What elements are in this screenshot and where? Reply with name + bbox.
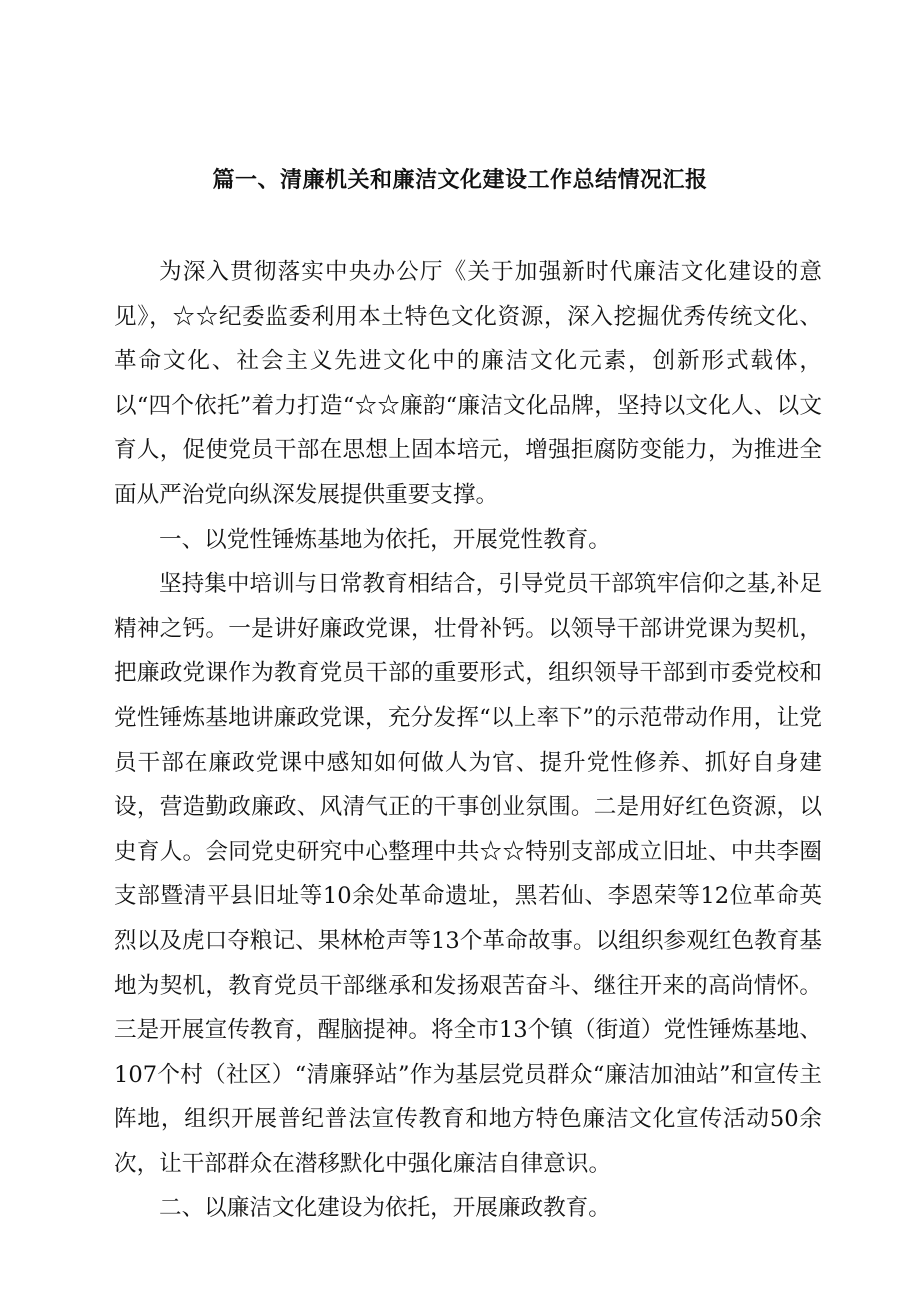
- section-heading-1: 一、以党性锤炼基地为依托，开展党性教育。: [159, 526, 611, 553]
- intro-paragraph: 为深入贯彻落实中央办公厅《关于加强新时代廉洁文化建设的意见》，☆☆纪委监委利用本土特色文化资源，深入挖掘优秀传统文化、革命文化、社会主义先进文化中的廉洁文化元素，创新形式载体，以“四个依托”着力打造“☆☆廉韵“廉洁文化品牌，坚持以文化人、以文育人，促使党员干部在思想上固本培元，增强拒腐防变能力，为推进全面从严治党向纵深发展提供重要支撑。: [114, 259, 822, 508]
- section-heading-2: 二、以廉洁文化建设为依托，开展廉政教育。: [159, 1195, 611, 1222]
- document-title: 篇一、清廉机关和廉洁文化建设工作总结情况汇报: [212, 168, 708, 193]
- document-body: [114, 250, 822, 1231]
- section-1-paragraph: 坚持集中培训与日常教育相结合，引导党员干部筑牢信仰之基,补足精神之钙。一是讲好廉政党课，壮骨补钙。以领导干部讲党课为契机，把廉政党课作为教育党员干部的重要形式，组织领导干部到市委党校和党性锤炼基地讲廉政党课，充分发挥“以上率下”的示范带动作用，让党员干部在廉政党课中感知如何做人为官、提升党性修养、抓好自身建设，营造勤政廉政、风清气正的干事创业氛围。二是用好红色资源，以史育人。会同党史研究中心整理中共☆☆特别支部成立旧址、中共李圈支部暨清平县旧址等10余处革命遗址，黑若仙、李恩荣等12位革命英烈以及虎口夺粮记、果林枪声等13个革命故事。以组织参观红色教育基地为契机，教育党员干部继承和发扬艰苦奋斗、继往开来的高尚情怀。三是开展宣传教育，醒脑提神。将全市13个镇（街道）党性锤炼基地、107个村（社区）“清廉驿站”作为基层党员群众“廉洁加油站”和宣传主阵地，组织开展普纪普法宣传教育和地方特色廉洁文化宣传活动50余次，让干部群众在潜移默化中强化廉洁自律意识。: [114, 571, 822, 1177]
